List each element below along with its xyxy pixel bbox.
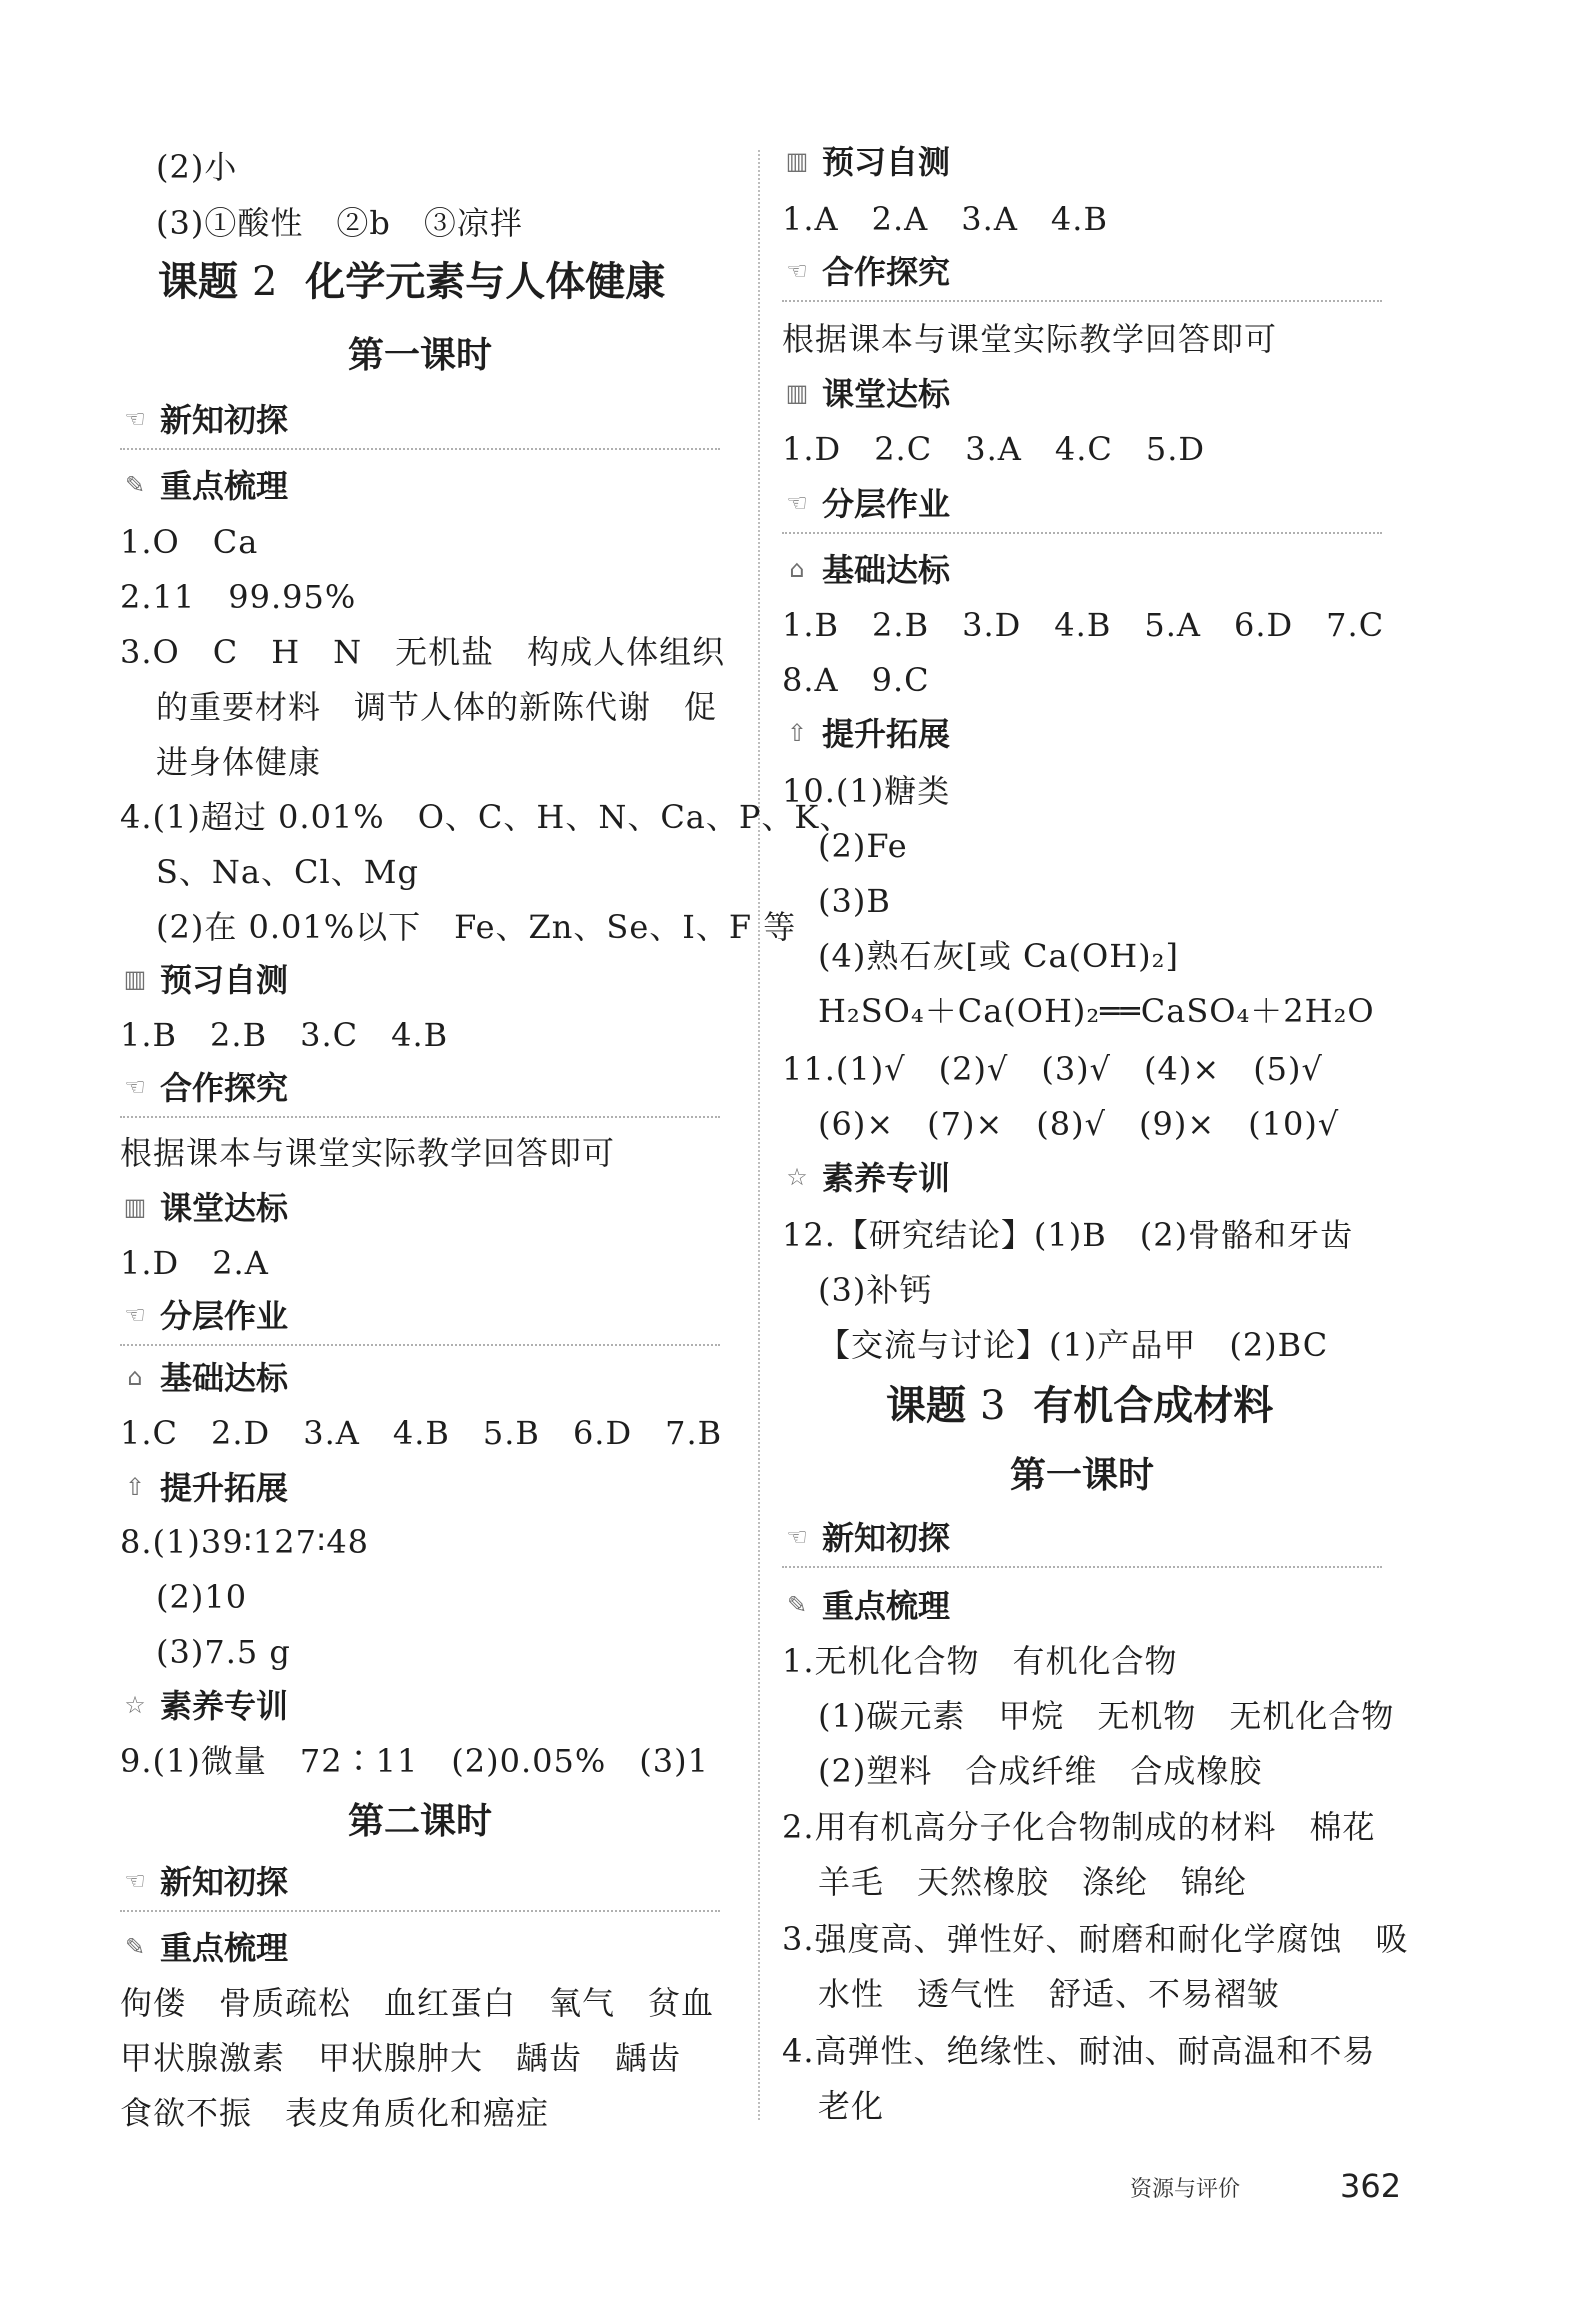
hand-pointer-icon: ☜ <box>124 1301 146 1329</box>
section-heading: ☜ 新知初探 <box>782 1516 950 1560</box>
hand-pointer-icon: ☜ <box>786 257 808 285</box>
lock-icon: ⌂ <box>127 1363 143 1391</box>
answer-line: (4)熟石灰[或 Ca(OH)₂] <box>818 937 1179 975</box>
lesson-title <box>158 256 665 308</box>
answer-line: 1.D 2.A <box>120 1244 269 1282</box>
lock-icon: ⌂ <box>789 555 805 583</box>
answer-line: 4.高弹性、绝缘性、耐油、耐高温和不易 <box>782 2032 1376 2070</box>
section-heading: ✎ 重点梳理 <box>782 1584 950 1628</box>
section-heading: ✎ 重点梳理 <box>120 464 288 508</box>
section-heading: ☜ 分层作业 <box>782 482 950 526</box>
pen-icon: ✎ <box>124 471 146 499</box>
answer-line: (6)× (7)× (8)√ (9)× (10)√ <box>818 1105 1340 1143</box>
hand-pointer-icon: ☜ <box>124 405 146 433</box>
answer-line: 食欲不振 表皮角质化和癌症 <box>120 2094 550 2132</box>
pen-icon: ✎ <box>786 1591 808 1619</box>
lesson-period-title: 第二课时 <box>347 1801 492 1842</box>
section-heading: ☜ 合作探究 <box>120 1066 288 1110</box>
open-book-icon: ▥ <box>123 1193 147 1221</box>
section-heading: ☜ 新知初探 <box>120 398 288 442</box>
section-heading: ☆ 素养专训 <box>120 1684 288 1728</box>
answer-line: 3.强度高、弹性好、耐磨和耐化学腐蚀 吸 <box>782 1920 1409 1958</box>
answer-line: 根据课本与课堂实际教学回答即可 <box>782 320 1278 358</box>
answer-line: (3)7.5 g <box>156 1633 291 1671</box>
lesson-period-title: 第一课时 <box>347 335 492 376</box>
page-number: 362 <box>1340 2167 1402 2205</box>
answer-line: (2)Fe <box>818 827 908 865</box>
section-heading: ▥ 预习自测 <box>120 958 288 1002</box>
answer-line: (2)在 0.01%以下 Fe、Zn、Se、I、F 等 <box>156 908 797 946</box>
answer-line: 4.(1)超过 0.01% O、C、H、N、Ca、P、K、 <box>120 798 853 836</box>
answer-line: (2)10 <box>156 1578 248 1616</box>
lesson-period-title: 第一课时 <box>1009 1455 1154 1496</box>
section-heading: ▥ 课堂达标 <box>782 372 950 416</box>
answer-line: 水性 透气性 舒适、不易褶皱 <box>818 1975 1281 2013</box>
answer-line: 11.(1)√ (2)√ (3)√ (4)× (5)√ <box>782 1050 1323 1088</box>
answer-line: (3)B <box>818 882 891 920</box>
answer-line: 1.C 2.D 3.A 4.B 5.B 6.D 7.B <box>120 1414 723 1452</box>
answer-line: 1.A 2.A 3.A 4.B <box>782 200 1108 238</box>
answer-line: (3)补钙 <box>818 1271 933 1309</box>
answer-line: 2.11 99.95% <box>120 578 357 616</box>
answer-line: (3)①酸性 ②b ③凉拌 <box>156 204 523 242</box>
hand-pointer-icon: ☜ <box>786 1523 808 1551</box>
pen-icon: ✎ <box>124 1933 146 1961</box>
section-heading: ☜ 新知初探 <box>120 1860 288 1904</box>
answer-line: (1)碳元素 甲烷 无机物 无机化合物 <box>818 1697 1395 1735</box>
answer-line: 12.【研究结论】(1)B (2)骨骼和牙齿 <box>782 1216 1354 1254</box>
answer-line: 1.无机化合物 有机化合物 <box>782 1642 1178 1680</box>
answer-line: 8.A 9.C <box>782 661 930 699</box>
answer-line: (2)塑料 合成纤维 合成橡胶 <box>818 1752 1263 1790</box>
answer-line: 老化 <box>818 2087 885 2125</box>
open-book-icon: ▥ <box>785 379 809 407</box>
column-divider <box>758 150 760 2120</box>
footer-label: 资源与评价 <box>1130 2177 1241 2202</box>
answer-line: 2.用有机高分子化合物制成的材料 棉花 <box>782 1808 1376 1846</box>
answer-line: S、Na、Cl、Mg <box>156 853 419 891</box>
lesson-title-number: 3 <box>979 1383 1006 1429</box>
section-heading: ✎ 重点梳理 <box>120 1926 288 1970</box>
star-icon: ☆ <box>786 1163 808 1191</box>
answer-line: 羊毛 天然橡胶 涤纶 锦纶 <box>818 1863 1248 1901</box>
lesson-title-prefix: 课题 <box>886 1383 966 1429</box>
section-heading: ☜ 分层作业 <box>120 1294 288 1338</box>
answer-line: 8.(1)39∶127∶48 <box>120 1523 370 1561</box>
answer-line: 根据课本与课堂实际教学回答即可 <box>120 1134 616 1172</box>
answer-line: 【交流与讨论】(1)产品甲 (2)BC <box>818 1326 1329 1364</box>
up-arrow-icon: ⇧ <box>124 1473 146 1501</box>
open-book-icon: ▥ <box>785 147 809 175</box>
lesson-title <box>886 1380 1273 1432</box>
open-book-icon: ▥ <box>123 965 147 993</box>
answer-line: 1.D 2.C 3.A 4.C 5.D <box>782 430 1206 468</box>
section-heading: ▥ 课堂达标 <box>120 1186 288 1230</box>
section-heading: ⌂ 基础达标 <box>782 548 950 592</box>
hand-pointer-icon: ☜ <box>124 1073 146 1101</box>
lesson-title-prefix: 课题 <box>158 259 238 305</box>
answer-line: (2)小 <box>156 148 238 186</box>
lesson-title-number: 2 <box>251 259 278 305</box>
answer-line: 9.(1)微量 72∶11 (2)0.05% (3)1 <box>120 1742 709 1780</box>
hand-pointer-icon: ☜ <box>124 1867 146 1895</box>
section-heading: ⇧ 提升拓展 <box>782 712 950 756</box>
answer-line: 1.O Ca <box>120 523 259 561</box>
answer-line: 的重要材料 调节人体的新陈代谢 促 <box>156 688 718 726</box>
section-heading: ⇧ 提升拓展 <box>120 1466 288 1510</box>
answer-line: 3.O C H N 无机盐 构成人体组织 <box>120 633 726 671</box>
up-arrow-icon: ⇧ <box>786 719 808 747</box>
section-heading: ☜ 合作探究 <box>782 250 950 294</box>
answer-line: 甲状腺激素 甲状腺肿大 龋齿 龋齿 <box>120 2039 682 2077</box>
lesson-title-text: 有机合成材料 <box>1033 1383 1274 1429</box>
answer-line: 1.B 2.B 3.C 4.B <box>120 1016 449 1054</box>
answer-line: 进身体健康 <box>156 743 322 781</box>
answer-line: 10.(1)糖类 <box>782 772 951 810</box>
section-heading: ⌂ 基础达标 <box>120 1356 288 1400</box>
lesson-title-text: 化学元素与人体健康 <box>305 259 666 305</box>
star-icon: ☆ <box>124 1691 146 1719</box>
answer-line: 1.B 2.B 3.D 4.B 5.A 6.D 7.C <box>782 606 1385 644</box>
section-heading: ☆ 素养专训 <box>782 1156 950 1200</box>
section-heading: ▥ 预习自测 <box>782 140 950 184</box>
answer-line: 佝偻 骨质疏松 血红蛋白 氧气 贫血 <box>120 1984 715 2022</box>
equation-line: H₂SO₄＋Ca(OH)₂══CaSO₄＋2H₂O <box>818 992 1375 1030</box>
hand-pointer-icon: ☜ <box>786 489 808 517</box>
